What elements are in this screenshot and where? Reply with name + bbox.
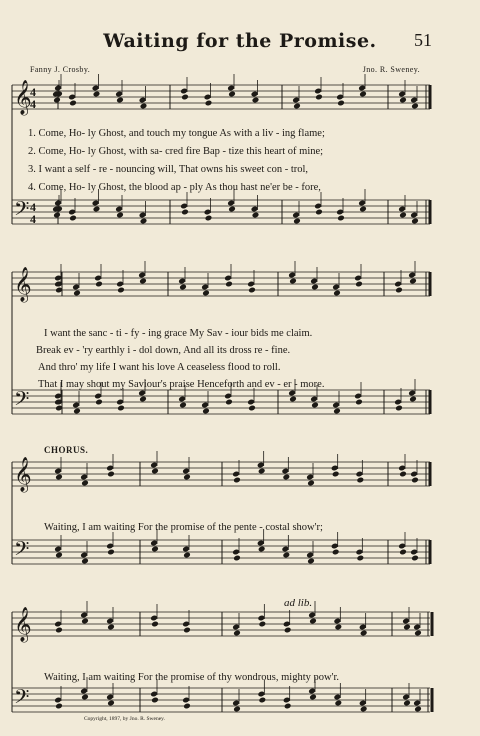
treble-clef-icon: 𝄞 <box>14 607 32 642</box>
note-head <box>283 552 291 559</box>
note-head <box>225 281 233 288</box>
note-head <box>252 212 260 219</box>
note-head <box>332 549 340 556</box>
note-head <box>289 396 297 403</box>
note-head <box>289 278 297 285</box>
note-head <box>258 546 266 553</box>
treble-clef-icon: 𝄞 <box>14 457 32 492</box>
note-head <box>107 471 115 478</box>
verse-line-5: I want the sanc - ti - fy - ing grace My Sav - iour bids me claim. <box>44 328 313 339</box>
verse-line-6: Break ev - 'ry earthly i - dol down, And all its dross re - fine. <box>36 345 291 356</box>
note-head <box>315 209 323 216</box>
note-head <box>81 480 89 487</box>
note-head <box>355 399 363 406</box>
note-head <box>307 480 315 487</box>
note-head <box>315 94 323 101</box>
verse-line-7: And thro' my life I want his love A ceaseless flood to roll. <box>38 362 281 373</box>
note-head <box>107 624 115 631</box>
note-head <box>414 706 422 713</box>
note-head <box>233 477 241 484</box>
time-signature: 4 <box>30 85 36 99</box>
bass-clef-icon: 𝄢 <box>14 685 30 713</box>
note-head <box>73 290 81 297</box>
note-head <box>248 287 256 294</box>
note-head <box>293 103 301 110</box>
note-head <box>252 97 260 104</box>
note-head <box>181 94 189 101</box>
note-head <box>411 477 419 484</box>
note-head <box>395 405 403 412</box>
note-head <box>333 408 341 415</box>
note-head <box>332 471 340 478</box>
note-head <box>399 212 407 219</box>
note-head <box>411 218 419 225</box>
note-head <box>357 477 365 484</box>
note-head <box>73 408 81 415</box>
note-head <box>403 624 411 631</box>
note-head <box>93 206 101 213</box>
note-head <box>399 549 407 556</box>
note-head <box>202 290 210 297</box>
note-head <box>55 703 63 710</box>
note-head <box>259 621 267 628</box>
note-head <box>183 703 191 710</box>
note-head <box>309 694 317 701</box>
note-head <box>95 399 103 406</box>
hymn-title: Waiting for the Promise. <box>103 30 377 52</box>
time-signature: 4 <box>30 97 36 111</box>
note-head <box>307 558 315 565</box>
note-head <box>117 405 125 412</box>
note-head <box>359 206 367 213</box>
note-head <box>333 290 341 297</box>
note-head <box>259 697 267 704</box>
bass-clef-icon: 𝄢 <box>14 387 30 415</box>
note-head <box>399 97 407 104</box>
note-head <box>355 281 363 288</box>
verse-line-1: 1. Come, Ho- ly Ghost, and touch my tongue As with a liv - ing flame; <box>28 128 325 139</box>
note-head <box>411 555 419 562</box>
note-head <box>107 700 115 707</box>
note-head <box>95 281 103 288</box>
note-head <box>183 552 191 559</box>
time-signature: 4 <box>30 200 36 214</box>
note-head <box>179 284 187 291</box>
note-head <box>399 471 407 478</box>
note-head <box>233 630 241 637</box>
note-head <box>233 706 241 713</box>
note-head <box>403 700 411 707</box>
note-head <box>357 555 365 562</box>
treble-clef-icon: 𝄞 <box>14 80 32 115</box>
note-head <box>228 206 236 213</box>
note-head <box>116 97 124 104</box>
note-head <box>140 218 148 225</box>
note-head <box>335 700 343 707</box>
note-head <box>311 284 319 291</box>
verse-line-4: 4. Come, Ho- ly Ghost, the blood ap - ply As thou hast ne'er be - fore, <box>28 182 321 193</box>
note-head <box>139 278 147 285</box>
chorus-line-2: Waiting, I am waiting For the promise of thy wondrous, mighty pow'r. <box>44 672 340 683</box>
note-head <box>414 630 422 637</box>
note-head <box>151 621 159 628</box>
note-head <box>233 555 241 562</box>
copyright-notice: Copyright, 1897, by Jno. R. Sweney. <box>84 716 165 722</box>
note-head <box>335 624 343 631</box>
note-head <box>183 627 191 634</box>
note-head <box>359 91 367 98</box>
note-head <box>140 103 148 110</box>
note-head <box>337 100 345 107</box>
note-head <box>411 103 419 110</box>
time-signature: 4 <box>30 212 36 226</box>
verse-line-2: 2. Come, Ho- ly Ghost, with sa- cred fire Bap - tize this heart of mine; <box>28 146 324 157</box>
page-number: 51 <box>414 30 432 50</box>
note-head <box>311 402 319 409</box>
treble-clef-icon: 𝄞 <box>14 267 32 302</box>
note-head <box>117 287 125 294</box>
lyricist-credit: Fanny J. Crosby. <box>30 65 91 74</box>
chorus-line-1: Waiting, I am waiting For the promise of the pente - costal show'r; <box>44 522 323 533</box>
note-head <box>151 697 159 704</box>
note-head <box>151 546 159 553</box>
note-head <box>69 100 77 107</box>
note-head <box>81 694 89 701</box>
note-head <box>205 215 213 222</box>
note-head <box>93 91 101 98</box>
note-head <box>284 703 292 710</box>
note-head <box>284 627 292 634</box>
note-head <box>183 474 191 481</box>
note-head <box>202 408 210 415</box>
note-head <box>293 218 301 225</box>
note-head <box>179 402 187 409</box>
note-head <box>228 91 236 98</box>
note-head <box>55 552 63 559</box>
note-head <box>409 278 417 285</box>
note-head <box>53 212 61 219</box>
note-head <box>309 618 317 625</box>
note-head <box>107 549 115 556</box>
bass-clef-icon: 𝄢 <box>14 197 30 225</box>
note-head <box>283 474 291 481</box>
note-head <box>55 474 63 481</box>
bass-clef-icon: 𝄢 <box>14 537 30 565</box>
note-head <box>395 287 403 294</box>
note-head <box>53 97 61 104</box>
note-head <box>81 618 89 625</box>
note-head <box>248 405 256 412</box>
note-head <box>55 627 63 634</box>
note-head <box>337 215 345 222</box>
note-head <box>69 215 77 222</box>
note-head <box>139 396 147 403</box>
verse-line-8: That I may shout my Saviour's praise Henceforth and ev - er - more. <box>38 379 325 390</box>
note-head <box>81 558 89 565</box>
note-head <box>409 396 417 403</box>
chorus-label: CHORUS. <box>44 445 89 455</box>
note-head <box>360 630 368 637</box>
ad-lib-marking: ad lib. <box>284 597 313 609</box>
note-head <box>205 100 213 107</box>
note-head <box>258 468 266 475</box>
note-head <box>181 209 189 216</box>
note-head <box>360 706 368 713</box>
note-head <box>151 468 159 475</box>
composer-credit: Jno. R. Sweney. <box>362 65 420 74</box>
note-head <box>116 212 124 219</box>
verse-line-3: 3. I want a self - re - nouncing will, That owns his sweet con - trol, <box>28 164 309 175</box>
note-head <box>225 399 233 406</box>
